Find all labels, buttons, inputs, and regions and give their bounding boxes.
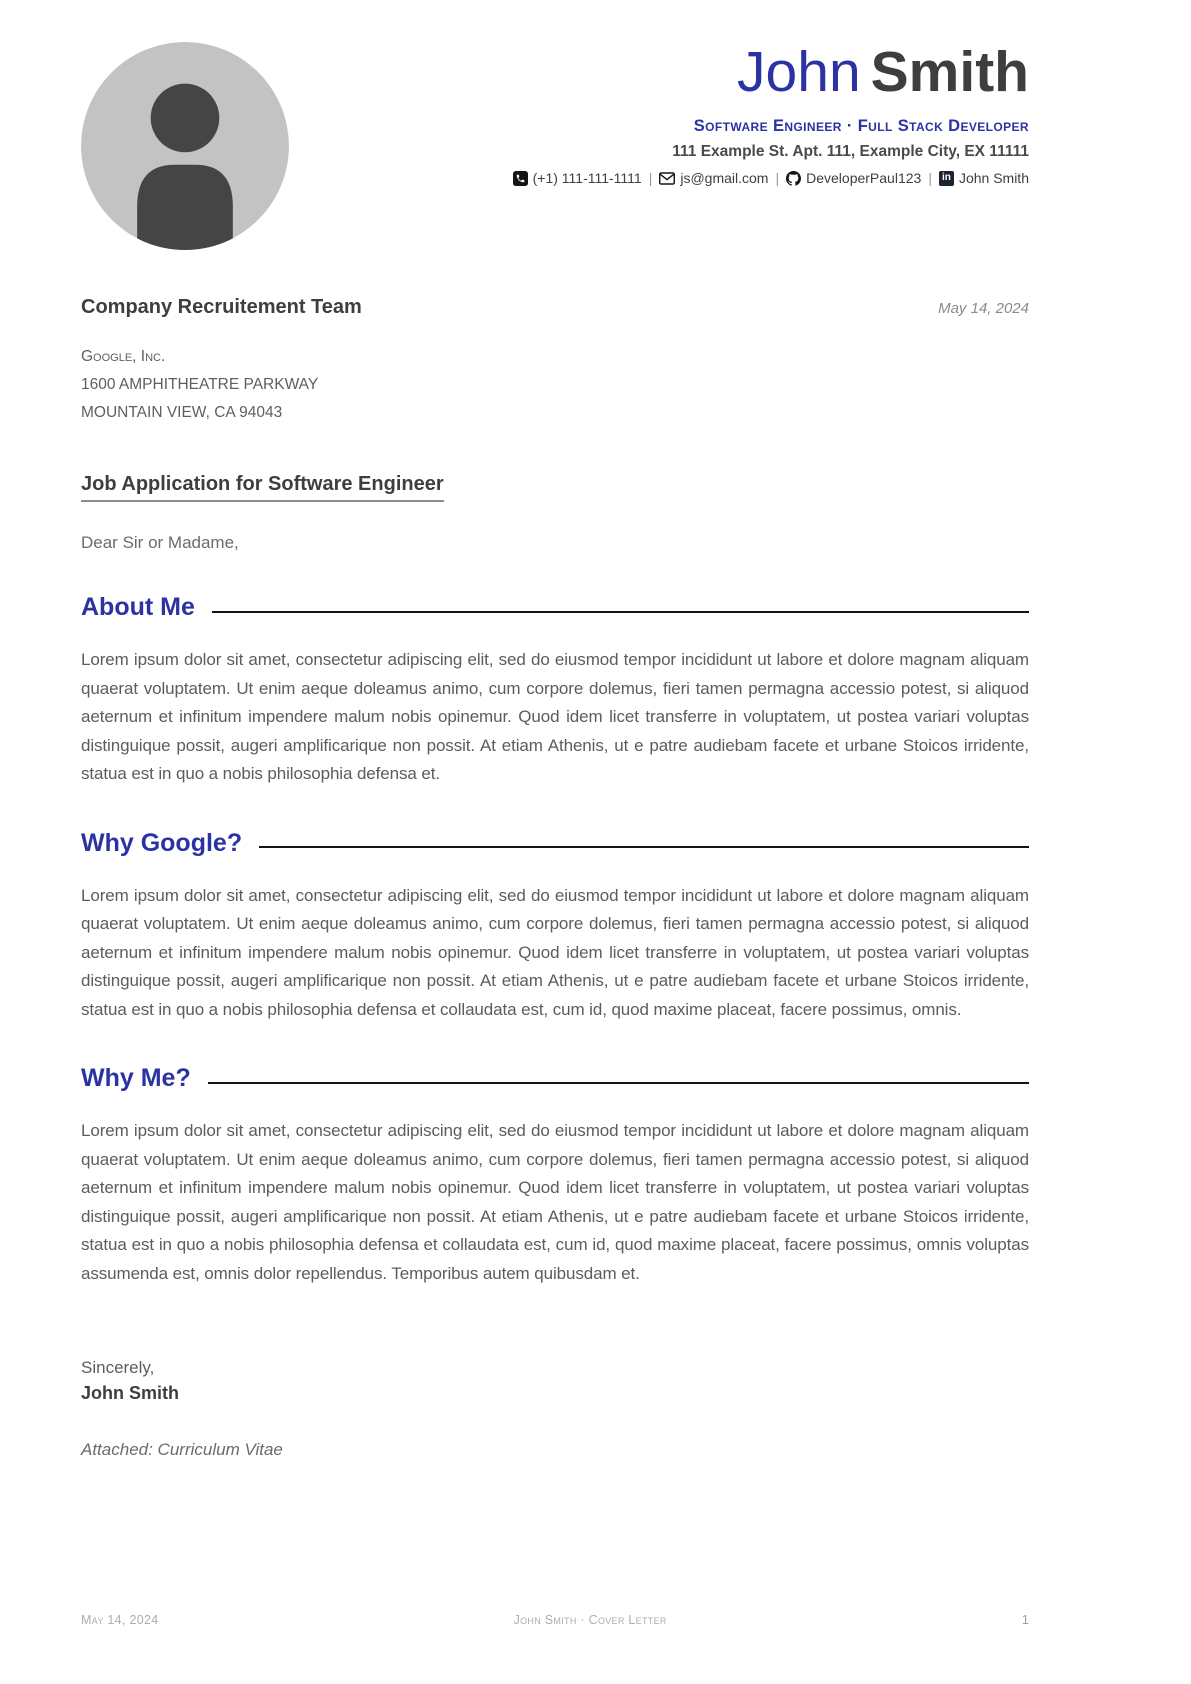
subject-title: Job Application for Software Engineer — [81, 473, 444, 502]
footer-date: May 14, 2024 — [81, 1613, 159, 1627]
first-name: John — [737, 40, 861, 104]
valediction: Sincerely, — [81, 1358, 155, 1377]
page-footer — [81, 1612, 1029, 1627]
company-block — [81, 343, 1029, 427]
phone-number: (+1) 111-111-1111 — [532, 170, 642, 186]
header-identity — [289, 42, 1029, 186]
github-icon — [786, 171, 801, 186]
phone-square-icon — [513, 171, 528, 186]
section-title: About Me — [81, 593, 195, 621]
separator: | — [775, 170, 780, 186]
company-address-line-2: MOUNTAIN VIEW, CA 94043 — [81, 404, 283, 421]
profile-photo — [81, 42, 289, 250]
position-subtitle: Software Engineer · Full Stack Developer — [693, 117, 1029, 135]
section-title: Why Me? — [81, 1064, 191, 1092]
recipient-row — [81, 296, 1029, 319]
company-address-line-1: 1600 AMPHITHEATRE PARKWAY — [81, 376, 319, 393]
section-rule — [212, 611, 1029, 613]
company-name: Google, Inc. — [81, 348, 166, 365]
separator: | — [928, 170, 932, 186]
section-rule — [208, 1082, 1029, 1084]
section-title: Why Google? — [81, 828, 243, 857]
signature-name: John Smith — [81, 1383, 179, 1403]
footer-title: John Smith · Cover Letter — [513, 1613, 667, 1627]
full-name — [289, 40, 1029, 104]
section-rule — [259, 846, 1029, 848]
separator: | — [648, 170, 653, 186]
section-why-me — [81, 1064, 1029, 1288]
section-paragraph: Lorem ipsum dolor sit amet, consectetur adipiscing elit, sed do eiusmod tempor incididunt ut labore et dolore magnam aliquam quaerat voluptatem. Ut enim aeque doleamus animo, cum corpore dolemus, fieri tamen permagna accessio potest, si aliquod aeternum et infinitum impendere malum nobis opinemur. Quod idem licet transferre in voluptatem, ut postea variari voluptas distinguique possit, augeri amplificarique non possit. At etiam Athenis, ut e patre audiebam facete et urbane Stoicos irridente, statua est in quo a nobis philosophia defensa et collaudata est, cum id, quod maxime placeat, facere possimus, omnis voluptas assumenda est, omnis dolor repellendus. Temporibus autem quibusdam et. — [81, 1121, 1029, 1283]
linkedin-contact[interactable] — [939, 170, 1029, 186]
linkedin-name: John Smith — [958, 170, 1029, 186]
section-about-me — [81, 593, 1029, 789]
section-paragraph: Lorem ipsum dolor sit amet, consectetur adipiscing elit, sed do eiusmod tempor incididunt ut labore et dolore magnam aliquam quaerat voluptatem. Ut enim aeque doleamus animo, cum corpore dolemus, fieri tamen permagna accessio potest, si aliquod aeternum et infinitum impendere malum nobis opinemur. Quod idem licet transferre in voluptatem, ut postea variari voluptas distinguique possit, augeri amplificarique non possit. At etiam Athenis, ut e patre audiebam facete et urbane Stoicos irridente, statua est in quo a nobis philosophia defensa et collaudata est, cum id, quod maxime placeat, facere possimus, omnis. — [81, 885, 1029, 1019]
phone-contact[interactable] — [513, 170, 642, 186]
section-why-google — [81, 829, 1029, 1025]
address-line: 111 Example St. Apt. 111, Example City, EX 11111 — [672, 143, 1029, 160]
envelope-icon — [659, 172, 675, 185]
letter-date: May 14, 2024 — [938, 300, 1029, 317]
attachment-note: Attached: Curriculum Vitae — [81, 1440, 283, 1459]
footer-page-number: 1 — [1021, 1612, 1029, 1627]
email-address: js@gmail.com — [680, 170, 769, 186]
linkedin-icon: in — [939, 171, 954, 186]
closing-block — [81, 1358, 1029, 1460]
header — [81, 0, 1029, 250]
github-username: DeveloperPaul123 — [806, 170, 922, 186]
github-contact[interactable] — [786, 170, 921, 186]
contact-bar — [289, 170, 1029, 186]
recipient-name: Company Recruitement Team — [81, 296, 362, 318]
person-placeholder-icon — [81, 42, 289, 250]
email-contact[interactable] — [659, 170, 768, 186]
salutation: Dear Sir or Madame, — [81, 533, 239, 552]
content-area — [81, 0, 1029, 1460]
section-paragraph: Lorem ipsum dolor sit amet, consectetur adipiscing elit, sed do eiusmod tempor incididunt ut labore et dolore magnam aliquam quaerat voluptatem. Ut enim aeque doleamus animo, cum corpore dolemus, fieri tamen permagna accessio potest, si aliquod aeternum et infinitum impendere malum nobis opinemur. Quod idem licet transferre in voluptatem, ut postea variari voluptas distinguique possit, augeri amplificarique non possit. At etiam Athenis, ut e patre audiebam facete et urbane Stoicos irridente, statua est in quo a nobis philosophia defensa et. — [81, 650, 1029, 783]
last-name: Smith — [870, 40, 1029, 104]
